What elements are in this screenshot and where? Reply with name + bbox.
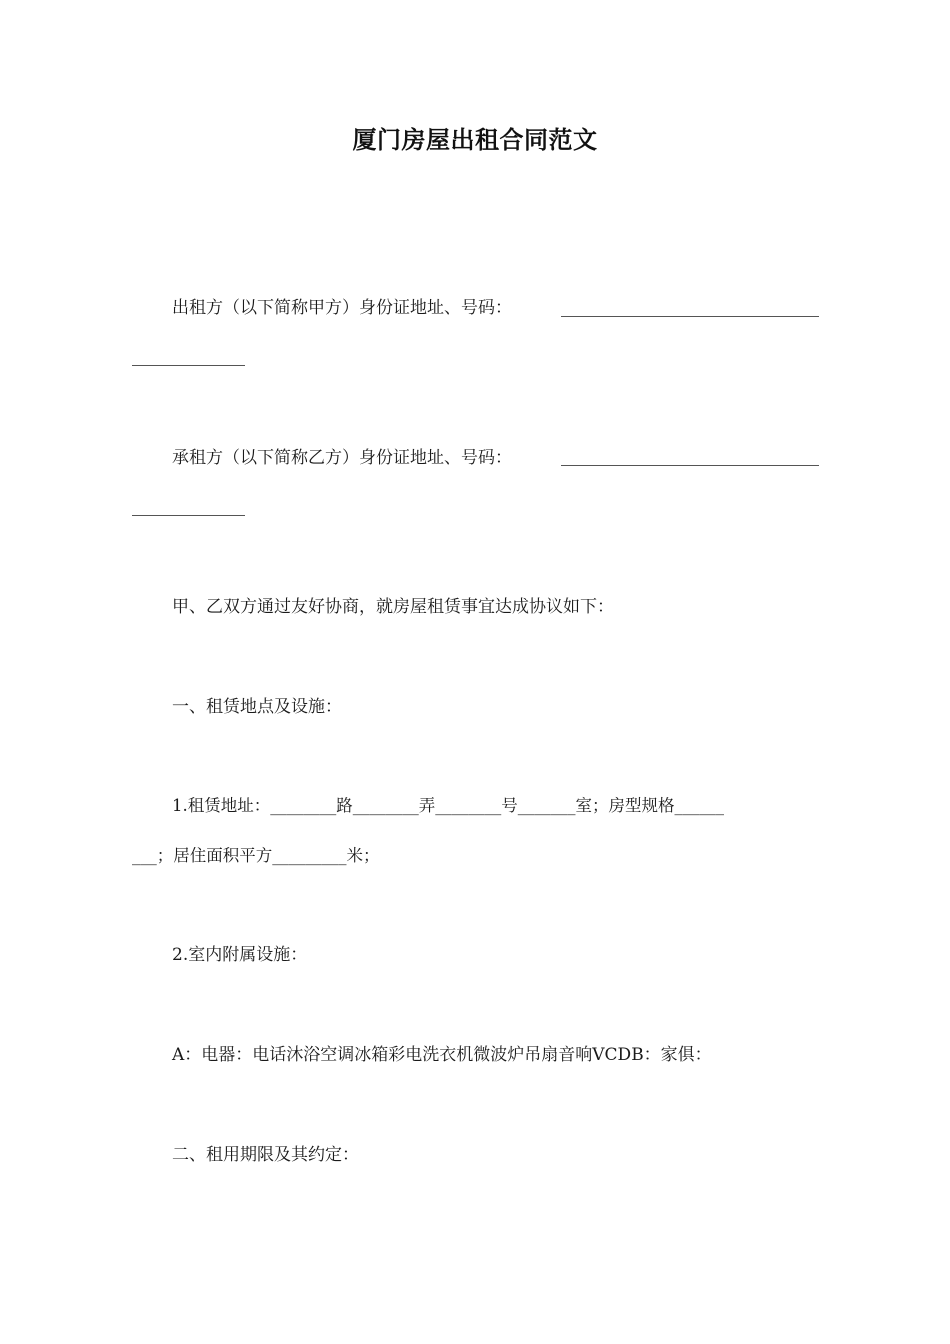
appliances-item: A：电器：电话沐浴空调冰箱彩电洗衣机微波炉吊扇音响VCDB：家俱：: [172, 1045, 712, 1065]
document-title: 厦门房屋出租合同范文: [352, 126, 598, 154]
lessor-id-blank-line1: [561, 316, 819, 317]
lessor-id-blank-line2: [132, 365, 245, 366]
agreement-intro: 甲、乙双方通过友好协商，就房屋租赁事宜达成协议如下：: [172, 597, 614, 617]
lessee-id-label: 承租方（以下简称乙方）身份证地址、号码：: [172, 448, 512, 468]
lessee-id-blank-line2: [132, 515, 245, 516]
lessor-id-label: 出租方（以下简称甲方）身份证地址、号码：: [172, 298, 512, 318]
lessee-id-blank-line1: [561, 465, 819, 466]
rental-address-line1: 1.租赁地址：________路________弄________号_______室；房型规格______: [172, 796, 724, 815]
section-two-heading: 二、租用期限及其约定：: [172, 1145, 359, 1165]
rental-address-line2: ___；居住面积平方_________米；: [132, 846, 380, 865]
section-one-heading: 一、租赁地点及设施：: [172, 697, 342, 717]
indoor-facilities-item: 2.室内附属设施：: [172, 945, 308, 965]
